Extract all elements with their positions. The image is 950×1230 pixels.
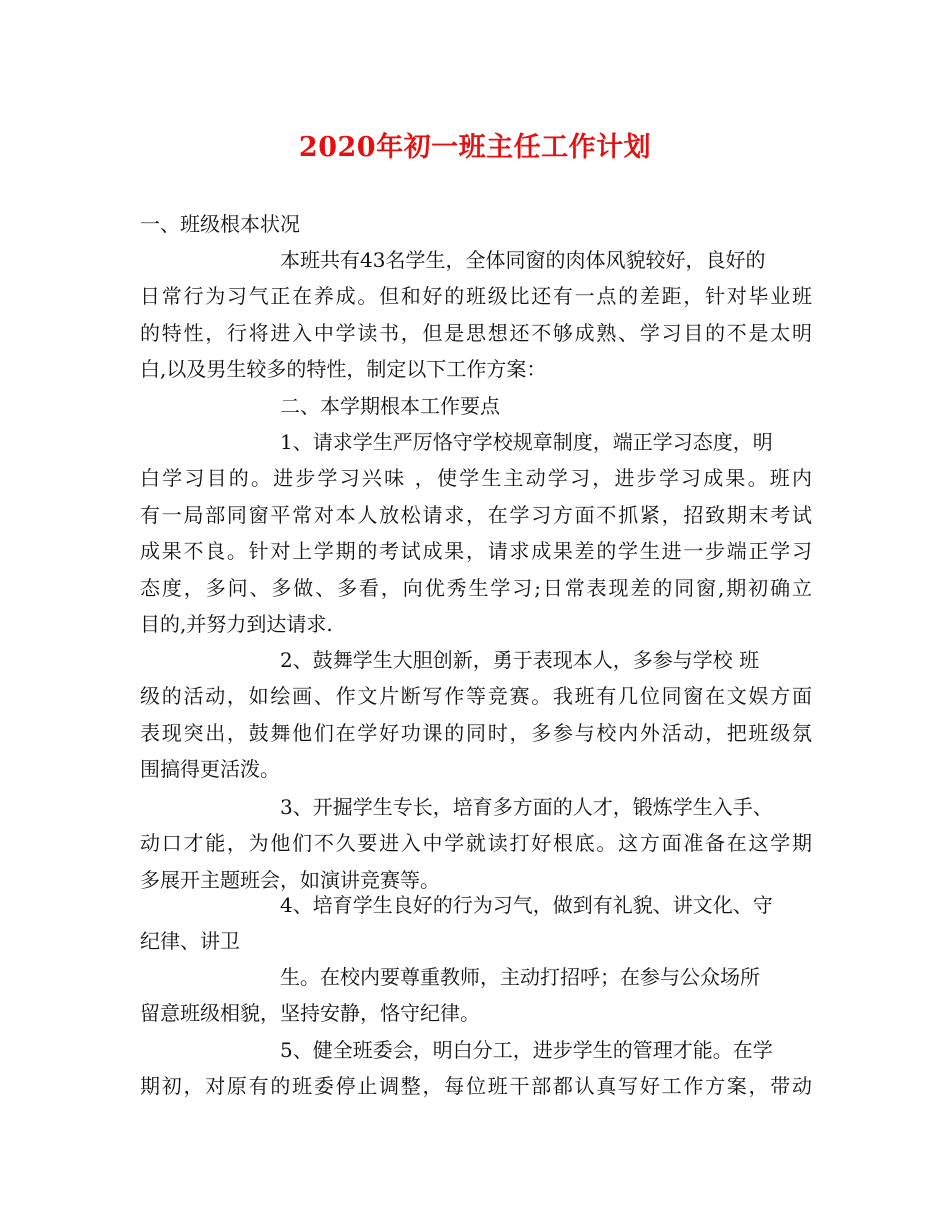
paragraph-item-1 — [140, 424, 812, 642]
paragraph-line: 2、鼓舞学生大胆创新，勇于表现本人，多参与学校 班 — [280, 648, 760, 672]
paragraph-line: 有一局部同窗平常对本人放松请求，在学习方面不抓紧，招致期末考试 — [140, 502, 812, 527]
paragraph-line: 态度，多问、多做、多看，向优秀生学习;日常表现差的同窗,期初确立 — [140, 575, 812, 600]
paragraph-line: 二、本学期根本工作要点 — [280, 394, 500, 418]
paragraph-line: 多展开主题班会，如演讲竞赛等。 — [140, 867, 440, 892]
paragraph-item-3 — [140, 789, 812, 898]
paragraph-line: 围搞得更活泼。 — [140, 757, 280, 782]
section-heading: 一、班级根本状况 — [140, 212, 300, 236]
paragraph-line: 纪律、讲卫 — [140, 929, 240, 954]
paragraph-line: 成果不良。针对上学期的考试成果，请求成果差的学生进一步端正学习 — [140, 539, 812, 564]
paragraph-class-situation — [140, 242, 812, 388]
paragraph-line: 级的活动，如绘画、作文片断写作等竞赛。我班有几位同窗在文娱方面 — [140, 684, 812, 709]
paragraph-line: 5、健全班委会，明白分工，进步学生的管理才能。在学 — [280, 1038, 773, 1062]
paragraph-line: 目的,并努力到达请求. — [140, 611, 333, 636]
paragraph-line: 生。在校内要尊重教师，主动打招呼；在参与公众场所 — [280, 965, 760, 989]
paragraph-line: 的特性，行将进入中学读书，但是思想还不够成熟、学习目的不是太明 — [140, 320, 812, 345]
paragraph-line: 4、培育学生良好的行为习气，做到有礼貌、讲文化、守 — [280, 893, 773, 917]
paragraph-line: 3、开掘学生专长，培育多方面的人才，锻炼学生入手、 — [280, 795, 773, 819]
paragraph-line: 动口才能，为他们不久要进入中学就读打好根底。这方面准备在这学期 — [140, 831, 812, 856]
paragraph-item-4-continued — [140, 959, 812, 1032]
paragraph-line: 期初，对原有的班委停止调整，每位班干部都认真写好工作方案，带动 — [140, 1074, 812, 1099]
section-heading-2 — [140, 388, 812, 424]
paragraph-item-5 — [140, 1032, 812, 1105]
paragraph-line: 日常行为习气正在养成。但和好的班级比还有一点的差距，针对毕业班 — [140, 284, 812, 309]
paragraph-line: 本班共有43名学生，全体同窗的肉体风貌较好，良好的 — [280, 248, 766, 272]
paragraph-line: 留意班级相貌，坚持安静，恪守纪律。 — [140, 1001, 480, 1026]
paragraph-item-4 — [140, 887, 812, 960]
paragraph-line: 白,以及男生较多的特性，制定以下工作方案： — [140, 357, 547, 382]
paragraph-line: 表现突出，鼓舞他们在学好功课的同时，多参与校内外活动，把班级氛 — [140, 720, 812, 745]
paragraph-line: 1、请求学生严厉恪守学校规章制度，端正学习态度，明 — [280, 430, 773, 454]
document-title: 2020年初一班主任工作计划 — [298, 132, 652, 163]
paragraph-line: 白学习目的。进步学习兴味 ，使学生主动学习，进步学习成果。班内 — [140, 466, 812, 491]
paragraph-item-2 — [140, 642, 812, 788]
